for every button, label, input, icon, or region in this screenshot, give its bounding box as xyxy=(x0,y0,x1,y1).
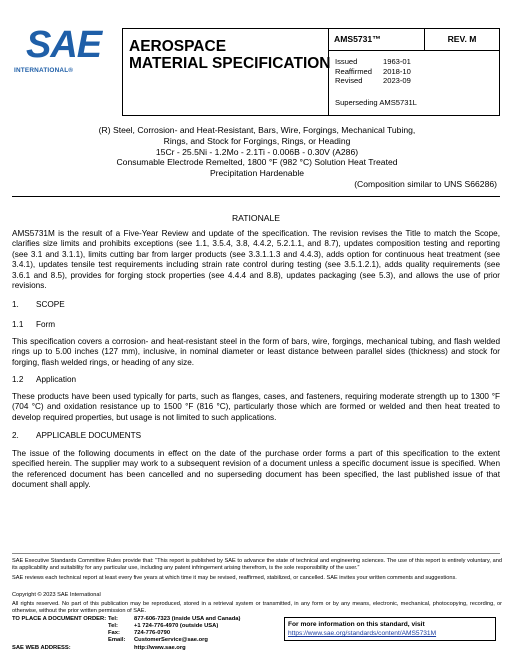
footer-copyright: Copyright © 2023 SAE International xyxy=(12,592,101,598)
reaffirmed-label: Reaffirmed xyxy=(335,66,373,76)
divider xyxy=(12,196,500,197)
document-number: AMS5731™ xyxy=(329,29,425,51)
sae-logo-mark: SAE xyxy=(26,24,102,66)
document-type-line2: MATERIAL SPECIFICATION xyxy=(129,54,331,72)
email-link[interactable]: CustomerService@sae.org xyxy=(134,636,208,643)
standard-link[interactable]: https://www.sae.org/standards/content/AMS5731M xyxy=(288,630,437,637)
section-application-text: These products have been used typically for parts, such as flanges, cases, and fasteners, requiring moderate strength up to 1300 °F (704 °C) and oxidation resistance up to 1500 °F (816 °C), particularly those which are formed or welded and then heat treated to develop required properties, but usage is not limited to such applications. xyxy=(12,392,500,422)
section-scope-heading xyxy=(12,300,65,309)
section-form-heading xyxy=(12,320,55,329)
tel-label: Tel: xyxy=(108,616,118,622)
fax-label: Fax: xyxy=(108,629,120,636)
issued-label: Issued xyxy=(335,57,358,66)
section-title: SCOPE xyxy=(36,300,65,309)
description-line: Rings, and Stock for Forgings, Rings, or Heading xyxy=(163,135,351,146)
description-line: (R) Steel, Corrosion- and Heat-Resistant, Bars, Wire, Forgings, Mechanical Tubing, xyxy=(98,125,416,135)
document-type-line1: AEROSPACE xyxy=(129,38,227,55)
description-line: Consumable Electrode Remelted, 1800 °F (982 °C) Solution Heat Treated xyxy=(116,157,398,168)
more-info-title: For more information on this standard, visit xyxy=(288,621,425,628)
description-line: 15Cr - 25.5Ni - 1.2Mo - 2.1Ti - 0.006B - 0.30V (A286) xyxy=(155,146,359,157)
superseding-note: Superseding AMS5731L xyxy=(335,98,417,107)
email-label: Email: xyxy=(108,636,126,643)
sae-logo xyxy=(14,26,120,80)
tel2-value: +1 724-776-4970 (outside USA) xyxy=(134,622,219,629)
sae-logo-subtitle: INTERNATIONAL® xyxy=(14,67,74,74)
description-line: Precipitation Hardenable xyxy=(209,168,305,179)
document-revision: REV. M xyxy=(425,29,499,51)
section-title: Application xyxy=(36,375,77,384)
description-composition: (Composition similar to UNS S66286) xyxy=(354,178,497,189)
document-header xyxy=(122,28,500,116)
order-label: TO PLACE A DOCUMENT ORDER: xyxy=(12,616,107,622)
section-title: Form xyxy=(36,320,56,329)
footer-divider xyxy=(12,553,500,554)
rationale-heading: RATIONALE xyxy=(231,213,281,223)
rationale-text: AMS5731M is the result of a Five-Year Review and update of the specification. The revision revises the Title to match the Scope, clarifies size limits and prohibits exceptions (see 1.1, 3.5.4, 3.8, 4.4.2, 5.2.1.1, and 8.7), updates composition testing and reporting (see 3.1 and 3.1.1), limits cutting bar from larger products (see 3.3.1.1.3 and 4.4.3), adds option for continuous heat treatment (see 3.4.1), updates tensile test requirements including strain rate control during testing (see 3.5.1.2.1), adds quality requirements (see 3.6.1 and 8.5), provides for forging stock properties (see 4.4.4 and 8.8), updates packaging (see 5.3), and allows the use of prior revisions. xyxy=(12,229,500,291)
section-application-heading xyxy=(12,375,76,384)
tel-value: 877-606-7323 (inside USA and Canada) xyxy=(134,616,241,622)
section-number: 1.1 xyxy=(12,320,24,329)
issued-date: 1963-01 xyxy=(383,57,411,66)
revised-date: 2023-09 xyxy=(383,76,411,86)
revised-label: Revised xyxy=(335,76,363,86)
reaffirmed-date: 2018-10 xyxy=(383,66,411,76)
document-dates xyxy=(335,57,411,86)
section-number: 1. xyxy=(12,300,19,309)
section-number: 2. xyxy=(12,431,19,440)
sae-web-address xyxy=(12,645,186,651)
web-label: SAE WEB ADDRESS: xyxy=(12,645,71,651)
material-description xyxy=(12,125,502,190)
order-contacts xyxy=(12,616,240,644)
tel2-label: Tel: xyxy=(108,622,118,629)
section-form-text: This specification covers a corrosion- and heat-resistant steel in the form of bars, wire, forgings, mechanical tubing, and flash welded rings up to 5.00 inches (127 mm), inclusive, in nominal diameter or least distance between parallel sides (thickness) and stock for forging, flash welded rings, or heading of any size. xyxy=(12,337,500,367)
footer-rules: SAE Executive Standards Committee Rules provide that: “This report is published by SAE to advance the state of technical and engineering sciences. The use of this report is entirely voluntary, and its applicability and suitability for any particular use, including any patent infringement arising therefrom, is the sole responsibility of the user.” xyxy=(12,558,502,571)
section-title: APPLICABLE DOCUMENTS xyxy=(36,431,142,440)
section-documents-text: The issue of the following documents in effect on the date of the purchase order forms a part of this specification to the extent specified herein. The supplier may work to a subsequent revision of a document unless a specific document issue is specified. When the referenced document has been cancelled and no superseding document has been specified, the last published issue of that document shall apply. xyxy=(12,449,500,490)
footer-review: SAE reviews each technical report at least every five years at which time it may be revised, reaffirmed, stabilized, or cancelled. SAE invites your written comments and suggestions. xyxy=(12,575,457,581)
more-info-box xyxy=(284,617,496,641)
section-number: 1.2 xyxy=(12,375,24,384)
document-type-cell xyxy=(123,29,329,115)
fax-value: 724-776-0790 xyxy=(134,629,171,636)
footer-rights: All rights reserved. No part of this publication may be reproduced, stored in a retrieval system or transmitted, in any form or by any means, electronic, mechanical, photocopying, recording, or otherwise, without the prior written permission of SAE. xyxy=(12,601,502,614)
section-documents-heading xyxy=(12,431,141,440)
web-link[interactable]: http://www.sae.org xyxy=(134,645,186,651)
